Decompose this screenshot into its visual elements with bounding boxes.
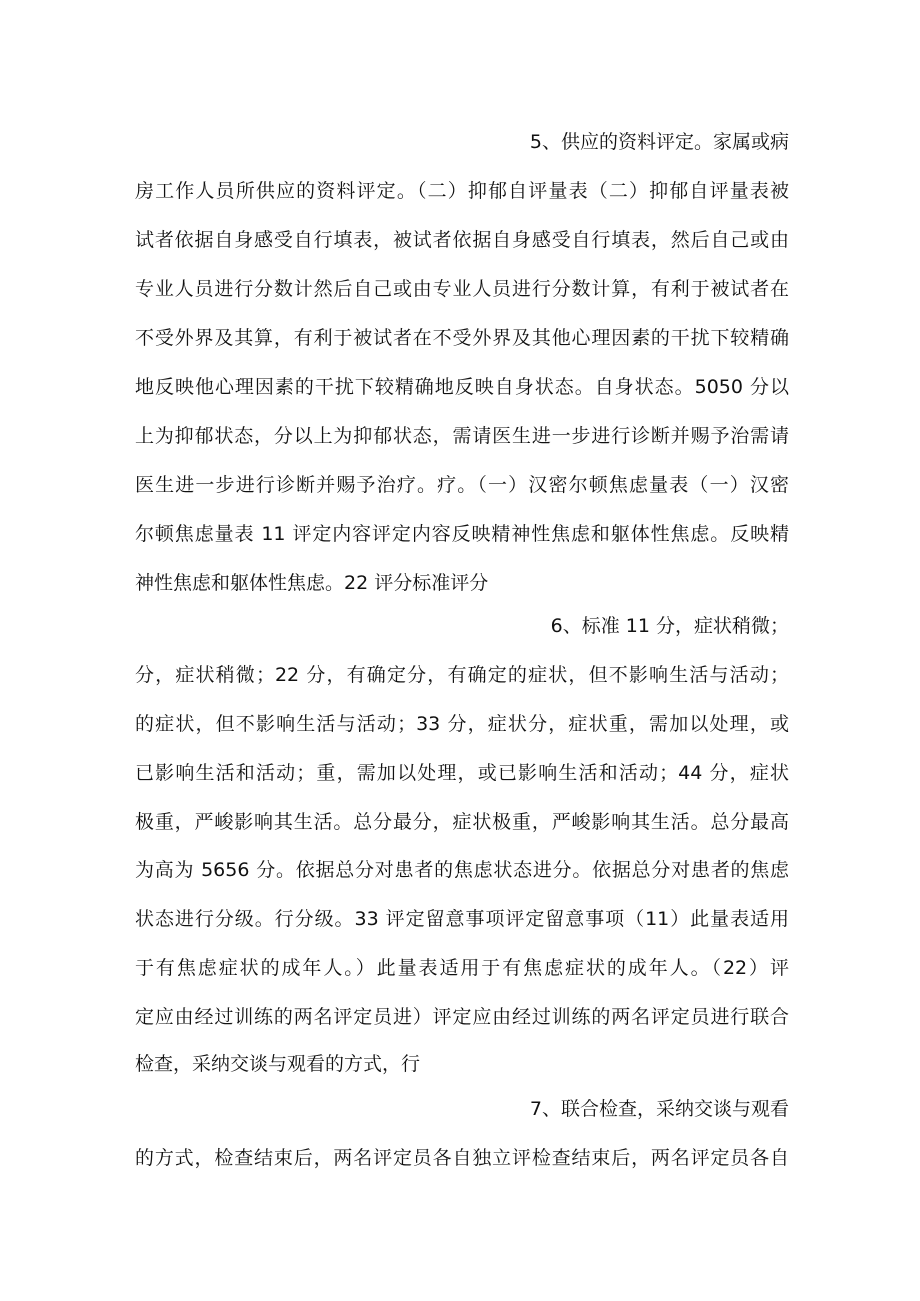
text-line: 上为抑郁状态，分以上为抑郁状态，需请医生进一步进行诊断并赐予治需请 (135, 425, 789, 447)
text-line: 神性焦虑和躯体性焦虑。22 评分标准评分 (135, 572, 489, 594)
text-line: 极重，严峻影响其生活。总分最分，症状极重，严峻影响其生活。总分最高 (135, 811, 789, 833)
text-line: 医生进一步进行诊断并赐予治疗。疗。（一）汉密尔顿焦虑量表（一）汉密 (135, 474, 789, 496)
text-line: 已影响生活和活动；重，需加以处理，或已影响生活和活动；44 分，症状 (135, 762, 789, 784)
text-line: 分，症状稍微；22 分，有确定分，有确定的症状，但不影响生活与活动； (135, 664, 789, 686)
text-line: 试者依据自身感受自行填表，被试者依据自身感受自行填表，然后自己或由 (135, 229, 789, 251)
text-line: 状态进行分级。行分级。33 评定留意事项评定留意事项（11）此量表适用 (135, 908, 789, 930)
text-line: 5、供应的资料评定。家属或病 (529, 131, 789, 153)
text-line: 地反映他心理因素的干扰下较精确地反映自身状态。自身状态。5050 分以 (135, 376, 789, 398)
text-line: 为高为 5656 分。依据总分对患者的焦虑状态进分。依据总分对患者的焦虑 (135, 859, 789, 881)
text-line: 的症状，但不影响生活与活动；33 分，症状分，症状重，需加以处理，或 (135, 713, 789, 735)
text-line: 6、标准 11 分，症状稍微； (550, 615, 789, 637)
text-line: 于有焦虑症状的成年人。）此量表适用于有焦虑症状的成年人。（22）评 (135, 957, 789, 979)
text-line: 房工作人员所供应的资料评定。（二）抑郁自评量表（二）抑郁自评量表被 (135, 180, 789, 202)
text-line: 尔顿焦虑量表 11 评定内容评定内容反映精神性焦虑和躯体性焦虑。反映精 (135, 523, 789, 545)
text-line: 检查，采纳交谈与观看的方式，行 (135, 1053, 421, 1075)
text-line: 的方式，检查结束后，两名评定员各自独立评检查结束后，两名评定员各自 (135, 1147, 789, 1169)
text-line: 不受外界及其算，有利于被试者在不受外界及其他心理因素的干扰下较精确 (135, 327, 789, 349)
text-line: 专业人员进行分数计然后自己或由专业人员进行分数计算，有利于被试者在 (135, 278, 789, 300)
text-line: 7、联合检查，采纳交谈与观看 (529, 1098, 789, 1120)
text-line: 定应由经过训练的两名评定员进）评定应由经过训练的两名评定员进行联合 (135, 1006, 789, 1028)
